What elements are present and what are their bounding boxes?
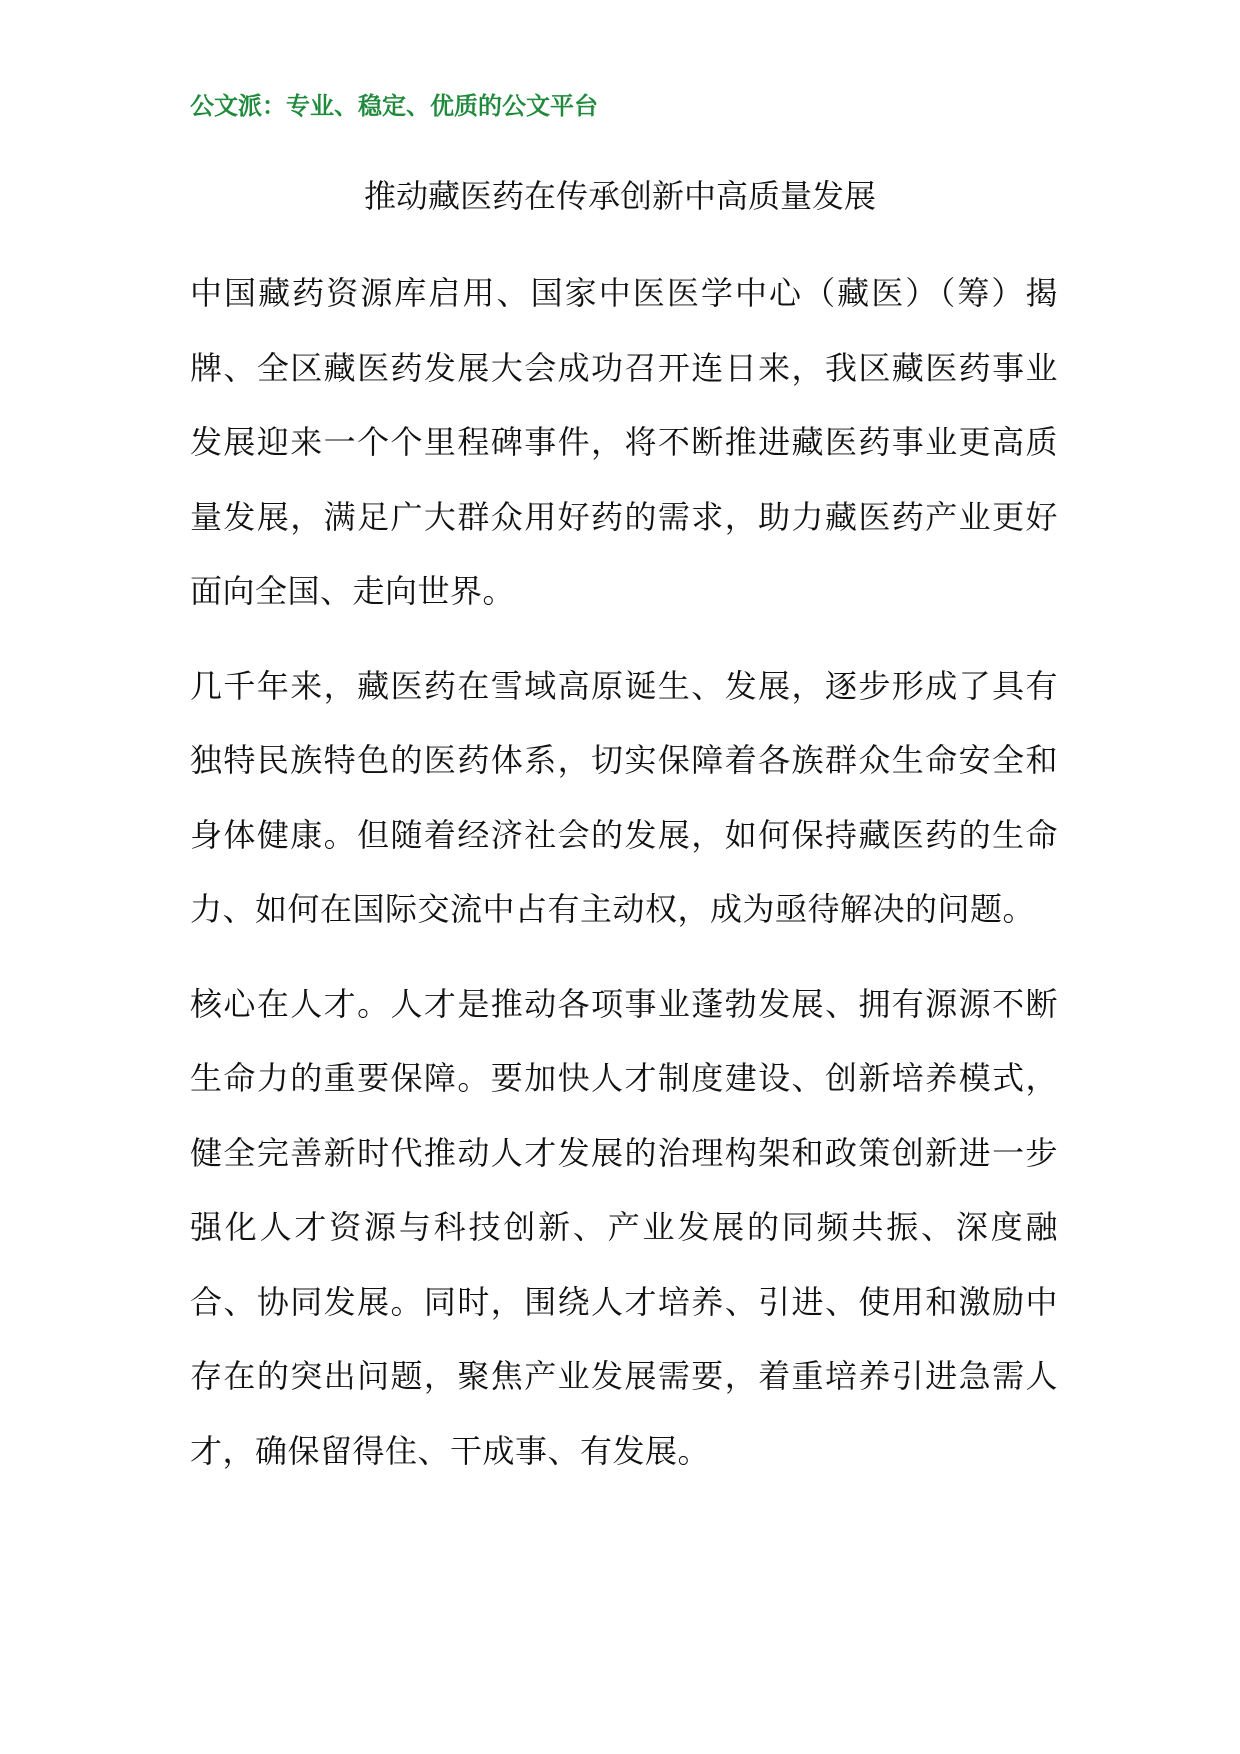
paragraph-3: 核心在人才。人才是推动各项事业蓬勃发展、拥有源源不断生命力的重要保障。要加快人才制度建设、创新培养模式，健全完善新时代推动人才发展的治理构架和政策创新进一步强化人才资源与科技创新、产业发展的同频共振、深度融合、协同发展。同时，围绕人才培养、引进、使用和激励中存在的突出问题，聚焦产业发展需要，着重培养引进急需人才，确保留得住、干成事、有发展。 (190, 984, 1058, 1470)
document-title: 推动藏医药在传承创新中高质量发展 (363, 177, 876, 215)
document-body (190, 256, 1058, 1508)
platform-tagline: 公文派：专业、稳定、优质的公文平台 (190, 91, 598, 120)
paragraph-1: 中国藏药资源库启用、国家中医医学中心（藏医）（筹）揭牌、全区藏医药发展大会成功召开连日来，我区藏医药事业发展迎来一个个里程碑事件，将不断推进藏医药事业更高质量发展，满足广大群众用好药的需求，助力藏医药产业更好面向全国、走向世界。 (190, 274, 1058, 610)
paragraph-2: 几千年来，藏医药在雪域高原诞生、发展，逐步形成了具有独特民族特色的医药体系，切实保障着各族群众生命安全和身体健康。但随着经济社会的发展，如何保持藏医药的生命力、如何在国际交流中占有主动权，成为亟待解决的问题。 (190, 666, 1058, 928)
